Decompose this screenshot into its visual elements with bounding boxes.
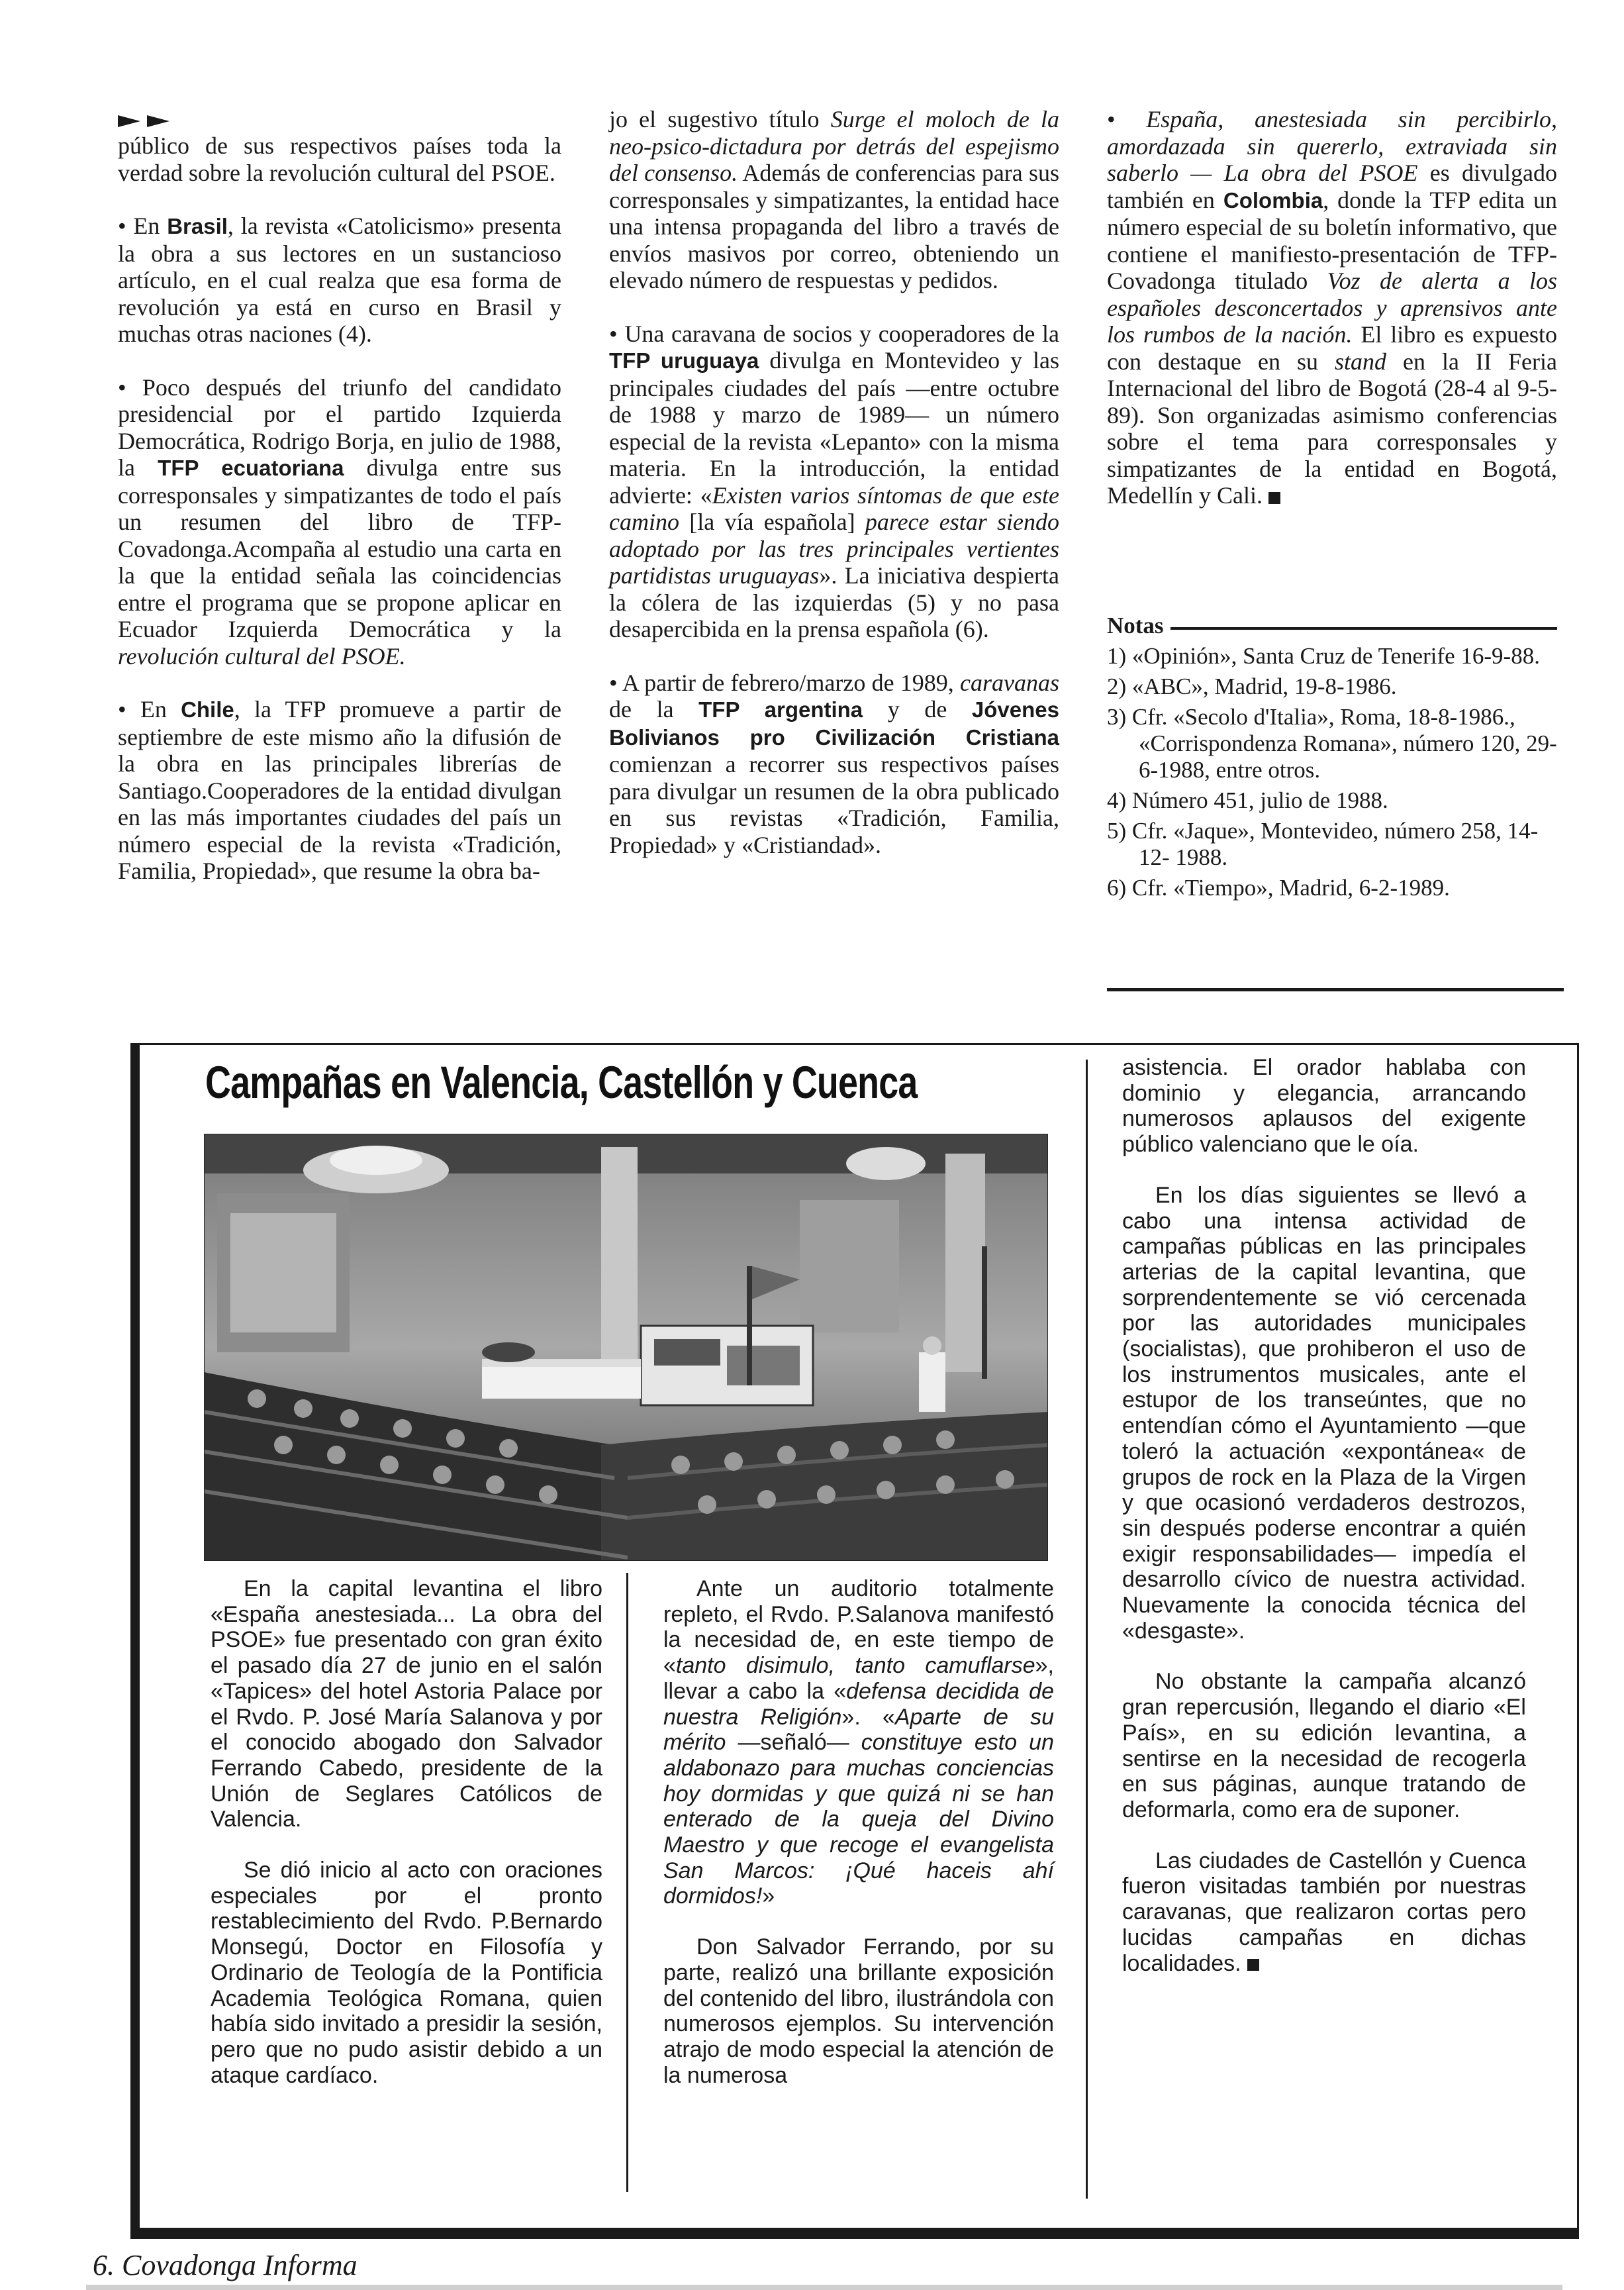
column-divider (626, 1573, 628, 2192)
end-of-article-icon (1247, 1959, 1259, 1971)
col2-paragraph-1: jo el sugestivo título Surge el moloch de la neo-psico-dictadura por detrás del espejismo del consenso. Además de conferencias para sus corresponsales y simpatizantes, la entidad hace una intensa propaganda del libro a través de envíos masivos por correo, obteniendo un elevado número de respuestas y pedidos. (609, 106, 1059, 293)
col1-paragraph-chile: • En Chile, la TFP promueve a partir de septiembre de este mismo año la difusión de la obra en las principales librerías de Santiago.Cooperadores de la entidad divulgan en las más importantes ciudades del país un número especial de la revista «Tradición, Familia, Propiedad», que resume la obra ba- (118, 696, 562, 884)
box-paragraph: No obstante la campaña alcanzó gran repercusión, llegando el diario «El País», en su edición levantina, a sentirse en la necesidad de recogerla en sus páginas, aunque tratando de deformarla, como era de suponer. (1122, 1669, 1526, 1822)
notes-divider (1107, 988, 1564, 991)
box-paragraph: Se dió inicio al acto con oraciones especiales por el pronto restablecimiento del Rvdo. P.Bernardo Monsegú, Doctor en Filosofía y Ordinario de Teología de la Pontificia Academia Teológica Romana, quien había sido invitado a presidir la sesión, pero que no pudo asistir debido a un ataque cardíaco. (211, 1858, 602, 2088)
column-3 (1107, 106, 1557, 536)
col2-paragraph-argentina: • A partir de febrero/marzo de 1989, caravanas de la TFP argentina y de Jóvenes Bolivianos pro Civilización Cristiana comienzan a recorrer sus respectivos países para divulgar un resumen de la obra publicado en sus revistas «Tradición, Familia, Propiedad» y «Cristiandad». (609, 669, 1060, 858)
note-item: 6) Cfr. «Tiempo», Madrid, 6-2-1989. (1107, 875, 1450, 901)
notes-heading: Notas (1107, 613, 1557, 639)
note-item: 3) Cfr. «Secolo d'Italia», Roma, 18-8-1986., «Corrispondenza Romana», número 120, 29-6-1988, entre otros. (1107, 704, 1557, 783)
col1-paragraph-1: público de sus respectivos países toda la verdad sobre la revolución cultural del PSOE. (118, 132, 561, 186)
box-shadow-bottom (130, 2228, 1577, 2237)
box-paragraph: En los días siguientes se llevó a cabo una intensa actividad de campañas públicas en las principales arterias de la capital levantina, que sorprendentemente se vió cercenada por las autoridades municipales (socialistas), que prohiberon el uso de los instrumentos musicales, ante el estupor de los transeúntes, que no entendían cómo el Ayuntamiento —que toleró la actuación «expontánea« de grupos de rock en la Plaza de la Virgen y que ocasionó verdaderos destrozos, sin después poderse encontrar a quién exigir responsabilidades— impedía el desarrollo cívico de nuestra actividad. Nuevamente la conocida técnica del «desgaste». (1122, 1182, 1526, 1644)
note-item: 4) Número 451, julio de 1988. (1107, 787, 1388, 813)
box-column-2 (663, 1576, 1054, 2113)
column-1 (118, 106, 561, 911)
event-photo (204, 1134, 1048, 1561)
col2-paragraph-uruguay: • Una caravana de socios y cooperadores de la TFP uruguaya divulga en Montevideo y las principales ciudades del país —entre octubre de 1988 y marzo de 1989— un número especial de la revista «Lepanto» con la misma materia. En la introducción, la entidad advierte: «Existen varios síntomas de que este camino [la vía española] parece estar siendo adoptado por las tres principales vertientes partidistas uruguayas». La iniciativa despierta la cólera de las izquierdas (5) y no pasa desapercibida en la prensa española (6). (609, 320, 1059, 642)
box-column-1 (211, 1576, 602, 2113)
box-paragraph: Don Salvador Ferrando, por su parte, realizó una brillante exposición del contenido del libro, ilustrándola con numerosos ejemplos. Su intervención atrajo de modo especial la atención de la numerosa (663, 1934, 1054, 2088)
page-bottom-edge (86, 2285, 1562, 2290)
col1-paragraph-brasil: • En Brasil, la revista «Catolicismo» presenta la obra a sus lectores en un sustancioso artículo, en el cual realza que esa forma de revolución ya está en curso en Brasil y muchas otras naciones (4). (118, 213, 561, 347)
box-column-3 (1122, 1055, 1526, 2001)
box-paragraph: Ante un auditorio totalmente repleto, el Rvdo. P.Salanova manifestó la necesidad de, en este tiempo de «tanto disimulo, tanto camuflarse», llevar a cabo la «defensa decidida de nuestra Religión». «Aparte de su mérito —señaló— constituye esto un aldabonazo para muchas conciencias hoy dormidas y que quizá ni se han enterado de la queja del Divino Maestro y que recoge el evangelista San Marcos: ¡Qué haceis ahí dormidos!» (663, 1576, 1054, 1909)
page-footer: 6. Covadonga Informa (93, 2249, 358, 2281)
chandelier-right (846, 1147, 926, 1180)
note-item: 2) «ABC», Madrid, 19-8-1986. (1107, 673, 1397, 699)
box-paragraph: asistencia. El orador hablaba con dominio y elegancia, arrancando numerosos aplausos del exigente público valenciano que le oía. (1122, 1055, 1526, 1158)
note-item: 5) Cfr. «Jaque», Montevideo, número 258, 14-12- 1988. (1107, 818, 1539, 870)
notes-section (1107, 613, 1557, 905)
box-shadow-left (130, 1043, 140, 2237)
column-2 (609, 106, 1059, 885)
note-item: 1) «Opinión», Santa Cruz de Tenerife 16-9-88. (1107, 643, 1540, 669)
col1-paragraph-ecuador: • Poco después del triunfo del candidato presidencial por el partido Izquierda Democrática, Rodrigo Borja, en julio de 1988, la TFP ecuatoriana divulga entre sus corresponsales y simpatizantes de todo el país un resumen del libro de TFP-Covadonga.Acompaña al estudio una carta en la que la entidad señala las coincidencias entre el programa que se propone aplicar en Ecuador Izquierda Democrática y la revolución cultural del PSOE. (118, 373, 562, 670)
column-divider (1086, 1060, 1088, 2199)
campaign-title: Campañas en Valencia, Castellón y Cuenca (205, 1057, 918, 1108)
box-paragraph: Las ciudades de Castellón y Cuenca fueron visitadas también por nuestras caravanas, que realizaron cortas pero lucidas campañas en dichas localidades. (1122, 1848, 1526, 1976)
end-of-article-icon (1268, 492, 1280, 504)
box-paragraph: En la capital levantina el libro «España anestesiada... La obra del PSOE» fue presentado con gran éxito el pasado día 27 de junio en el salón «Tapices» del hotel Astoria Palace por el Rvdo. P. José María Salanova y por el conocido abogado don Salvador Ferrando Cabedo, presidente de la Unión de Seglares Católicos de Valencia. (211, 1576, 602, 1832)
continuation-arrows-icon (118, 106, 561, 132)
col3-paragraph-colombia: • España, anestesiada sin percibirlo, amordazada sin quererlo, extraviada sin saberlo — La obra del PSOE es divulgado también en Colombia, donde la TFP edita un número especial de su boletín informativo, que contiene el manifiesto-presentación de TFP-Covadonga titulado Voz de alerta a los españoles desconcertados y aprensivos ante los rumbos de la nación. El libro es expuesto con destaque en su stand en la II Feria Internacional del libro de Bogotá (28-4 al 9-5-89). Son organizadas asimismo conferencias sobre el tema para corresponsales y simpatizantes de la entidad en Bogotá, Medellín y Cali. (1107, 106, 1557, 509)
